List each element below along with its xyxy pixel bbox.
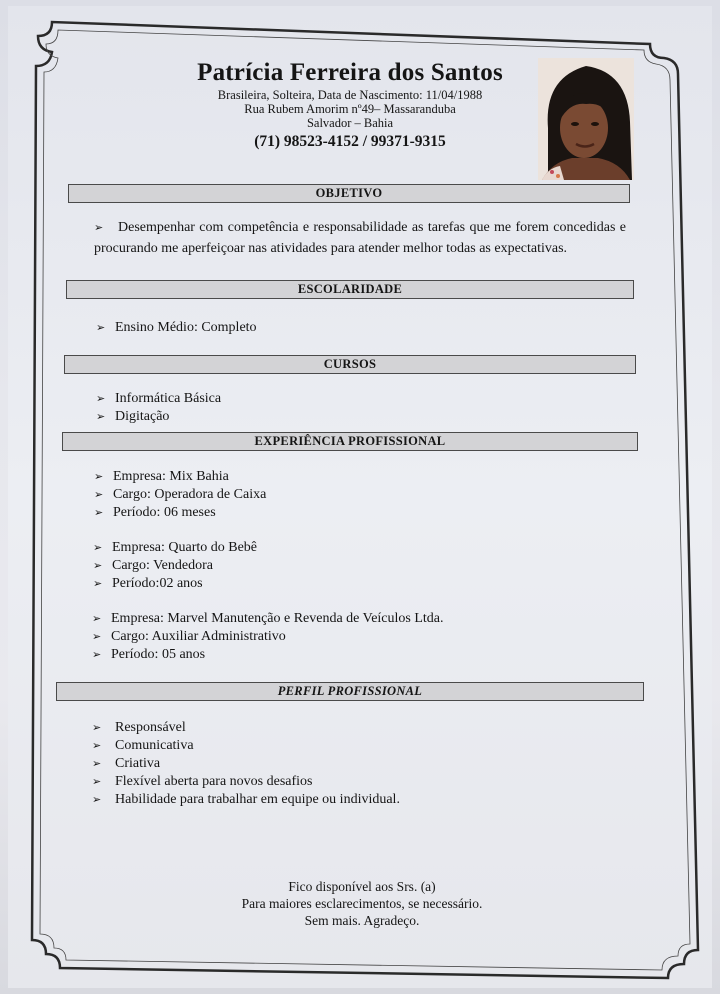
section-header-objetivo: OBJETIVO [68, 184, 630, 203]
list-item: ➢ Empresa: Mix Bahia [94, 469, 229, 484]
city-line: Salvador – Bahia [306, 116, 394, 130]
arrowhead-bullet-icon: ➢ [94, 221, 104, 234]
arrowhead-bullet-icon: ➢ [96, 410, 106, 423]
list-item: ➢ Digitação [96, 409, 170, 424]
list-item: ➢ Empresa: Marvel Manutenção e Revenda de Veículos Ltda. [92, 611, 444, 626]
arrowhead-bullet-icon: ➢ [93, 577, 103, 590]
arrowhead-bullet-icon: ➢ [92, 775, 102, 788]
address-line: Rua Rubem Amorim nº49– Massaranduba [244, 102, 456, 116]
objective-text: ➢ Desempenhar com competência e responsabilidade as tarefas que me forem concedidas e procurando me aperfeiçoar nas atividades para atender melhor todas as expectativas. [94, 217, 626, 259]
arrowhead-bullet-icon: ➢ [96, 321, 106, 334]
arrowhead-bullet-icon: ➢ [92, 793, 102, 806]
list-item: ➢ Cargo: Auxiliar Administrativo [92, 629, 286, 644]
arrowhead-bullet-icon: ➢ [96, 392, 106, 405]
list-item: ➢ Ensino Médio: Completo [96, 320, 257, 335]
arrowhead-bullet-icon: ➢ [92, 612, 102, 625]
footer-line-1: Fico disponível aos Srs. (a) [288, 879, 436, 894]
section-header-cursos: CURSOS [64, 355, 636, 374]
candidate-name: Patrícia Ferreira dos Santos [197, 59, 503, 86]
list-item: ➢ Período:02 anos [93, 576, 203, 591]
arrowhead-bullet-icon: ➢ [92, 648, 102, 661]
list-item: ➢ Período: 05 anos [92, 647, 206, 662]
arrowhead-bullet-icon: ➢ [94, 470, 104, 483]
list-item: ➢ Cargo: Operadora de Caixa [94, 487, 267, 502]
portrait-photo [538, 58, 634, 180]
arrowhead-bullet-icon: ➢ [92, 757, 102, 770]
list-item: ➢ Empresa: Quarto do Bebê [93, 540, 258, 555]
phone-numbers: (71) 98523-4152 / 99371-9315 [254, 133, 446, 150]
arrowhead-bullet-icon: ➢ [93, 559, 103, 572]
arrowhead-bullet-icon: ➢ [92, 721, 102, 734]
footer-line-3: Sem mais. Agradeço. [304, 913, 420, 928]
arrowhead-bullet-icon: ➢ [93, 541, 103, 554]
arrowhead-bullet-icon: ➢ [94, 506, 104, 519]
footer-line-2: Para maiores esclarecimentos, se necessário. [241, 896, 483, 911]
personal-info: Brasileira, Solteira, Data de Nascimento: 11/04/1988 [217, 88, 483, 102]
arrowhead-bullet-icon: ➢ [94, 488, 104, 501]
list-item: ➢ Criativa [92, 756, 161, 771]
section-header-experiencia: EXPERIÊNCIA PROFISSIONAL [62, 432, 638, 451]
section-header-perfil: PERFIL PROFISSIONAL [56, 682, 644, 701]
list-item: ➢ Habilidade para trabalhar em equipe ou individual. [92, 792, 400, 807]
arrowhead-bullet-icon: ➢ [92, 630, 102, 643]
list-item: ➢ Informática Básica [96, 391, 222, 406]
list-item: ➢ Flexível aberta para novos desafios [92, 774, 313, 789]
section-header-escolaridade: ESCOLARIDADE [66, 280, 634, 299]
arrowhead-bullet-icon: ➢ [92, 739, 102, 752]
list-item: ➢ Período: 06 meses [94, 505, 216, 520]
list-item: ➢ Responsável [92, 720, 186, 735]
list-item: ➢ Comunicativa [92, 738, 194, 753]
list-item: ➢ Cargo: Vendedora [93, 558, 213, 573]
